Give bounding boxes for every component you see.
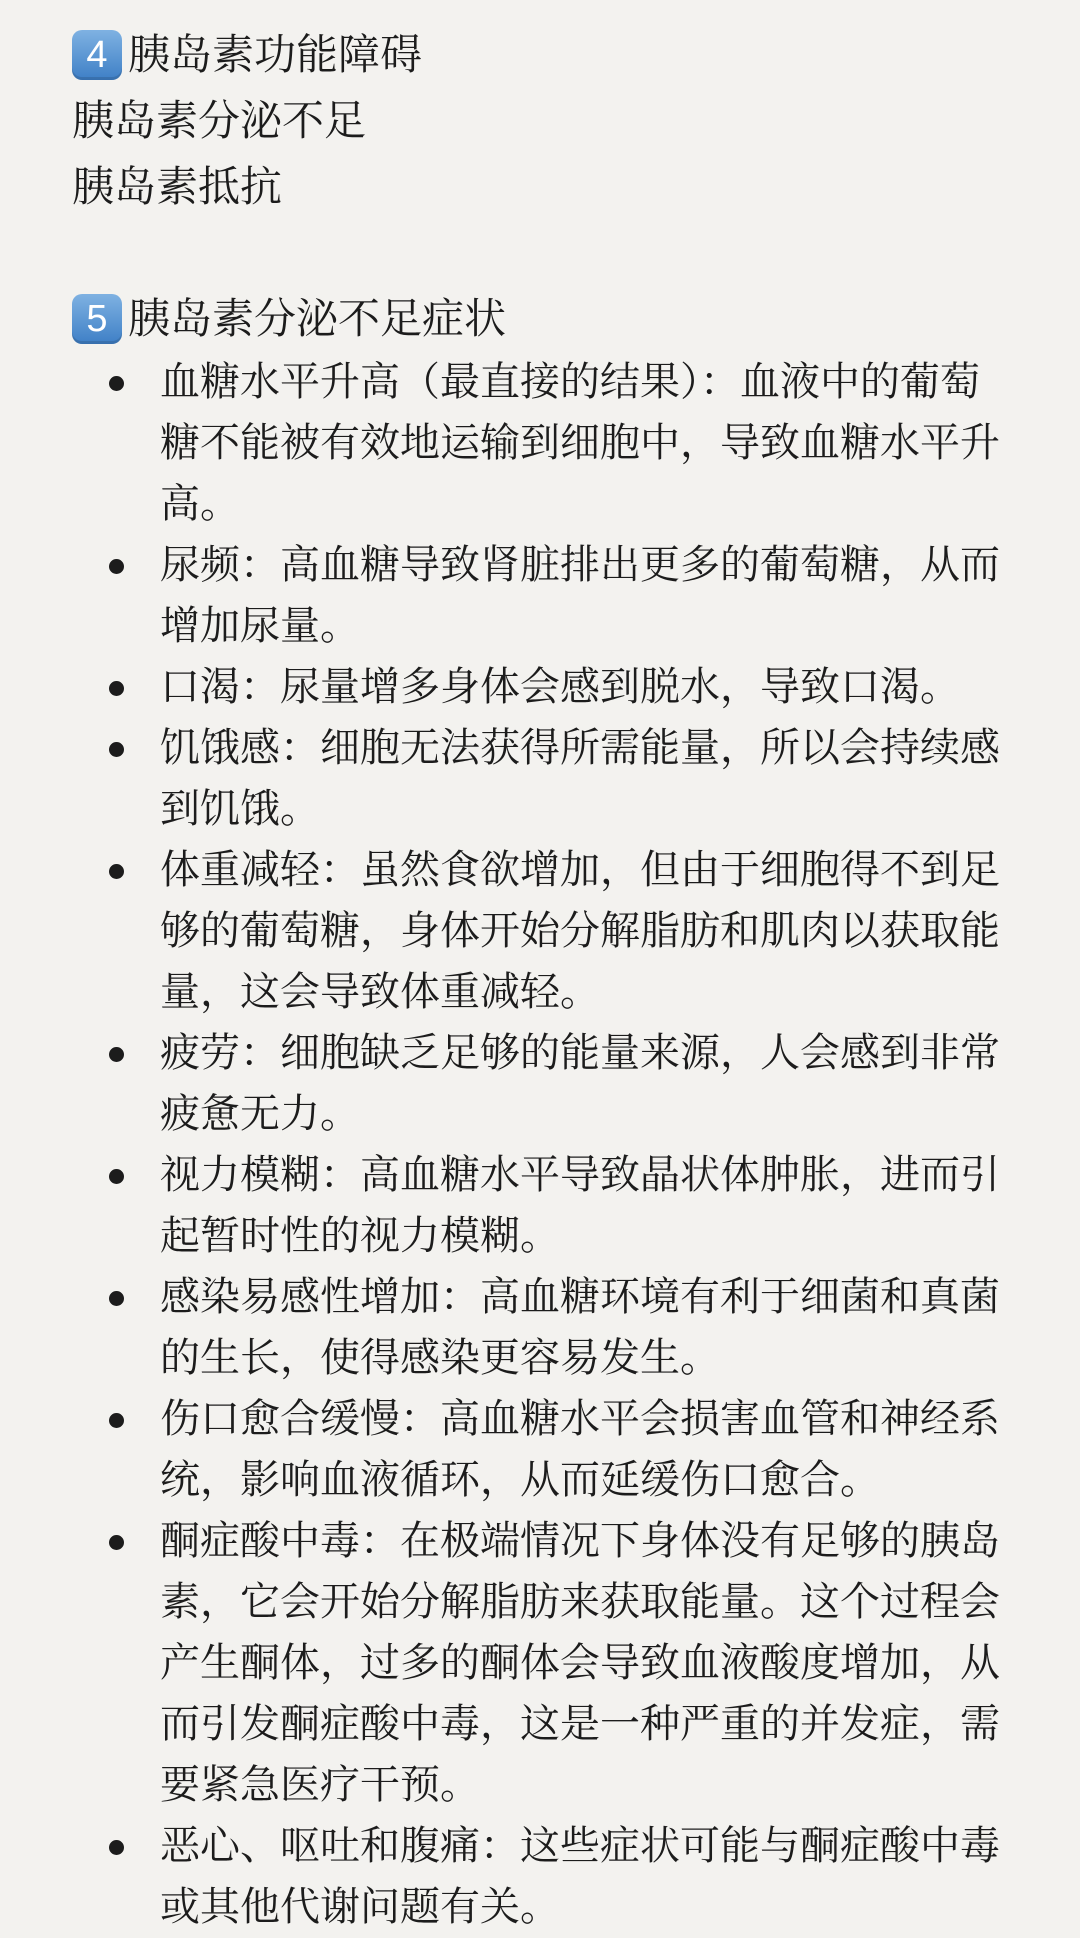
list-item: 疲劳：细胞缺乏足够的能量来源，人会感到非常疲惫无力。 [0, 1023, 1080, 1145]
list-item: 血糖水平升高（最直接的结果）：血液中的葡萄糖不能被有效地运输到细胞中，导致血糖水平升高。 [0, 352, 1080, 535]
section-4-line-2: 胰岛素抵抗 [72, 162, 283, 211]
list-item: 体重减轻：虽然食欲增加，但由于细胞得不到足够的葡萄糖，身体开始分解脂肪和肌肉以获取能量，这会导致体重减轻。 [0, 840, 1080, 1023]
keycap-4-icon: 4 [72, 30, 122, 80]
list-item: 感染易感性增加：高血糖环境有利于细菌和真菌的生长，使得感染更容易发生。 [0, 1267, 1080, 1389]
list-item: 口渴：尿量增多身体会感到脱水，导致口渴。 [0, 657, 1080, 718]
list-item: 视力模糊：高血糖水平导致晶状体肿胀，进而引起暂时性的视力模糊。 [0, 1145, 1080, 1267]
symptom-list [0, 352, 1080, 1938]
blank-line [0, 220, 1080, 286]
keycap-5-icon: 5 [72, 294, 122, 344]
bullet-icon [109, 1840, 124, 1855]
list-item: 尿频：高血糖导致肾脏排出更多的葡萄糖，从而增加尿量。 [0, 535, 1080, 657]
bullet-icon [109, 1169, 124, 1184]
bullet-icon [109, 1047, 124, 1062]
bullet-icon [109, 742, 124, 757]
section-5-title: 胰岛素分泌不足症状 [128, 294, 507, 343]
bullet-icon [109, 864, 124, 879]
bullet-icon [109, 559, 124, 574]
section-4-heading [72, 22, 1080, 88]
list-item: 伤口愈合缓慢：高血糖水平会损害血管和神经系统，影响血液循环，从而延缓伤口愈合。 [0, 1389, 1080, 1511]
list-item: 饥饿感：细胞无法获得所需能量，所以会持续感到饥饿。 [0, 718, 1080, 840]
bullet-icon [109, 681, 124, 696]
section-5-heading [72, 286, 1080, 352]
bullet-icon [109, 1413, 124, 1428]
list-item: 恶心、呕吐和腹痛：这些症状可能与酮症酸中毒或其他代谢问题有关。 [0, 1816, 1080, 1938]
bullet-icon [109, 1535, 124, 1550]
bullet-icon [109, 376, 124, 391]
list-item: 酮症酸中毒：在极端情况下身体没有足够的胰岛素，它会开始分解脂肪来获取能量。这个过程会产生酮体，过多的酮体会导致血液酸度增加，从而引发酮症酸中毒，这是一种严重的并发症，需要紧急医疗干预。 [0, 1511, 1080, 1816]
section-4-line-1: 胰岛素分泌不足 [72, 96, 367, 145]
section-4-title: 胰岛素功能障碍 [128, 30, 423, 79]
bullet-icon [109, 1291, 124, 1306]
